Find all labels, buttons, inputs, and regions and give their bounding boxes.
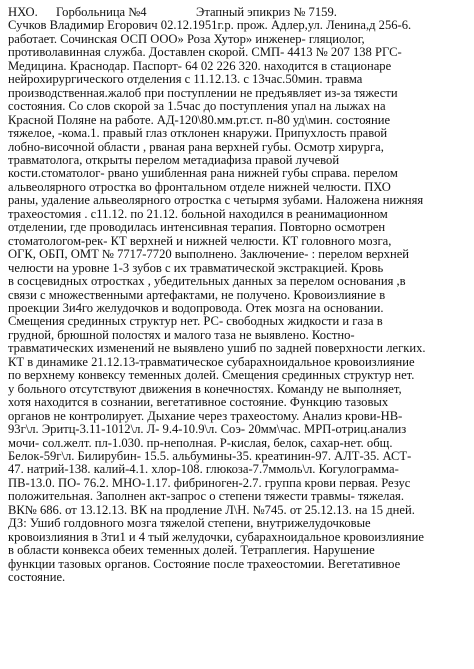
hospital-name: Горбольница №4: [56, 5, 147, 19]
text-line: лобно-височной области , рваная рана верхней губы. Осмотр хирурга,: [8, 139, 384, 154]
text-line: в сосцевидных отростках , убедительных данных за перелом основания ,в: [8, 274, 406, 289]
text-line: травматических изменений не выявлено ушиб по задней поверхности легких.: [8, 341, 426, 356]
text-line: раны, удаление альвеолярного отростка с четырмя зубами. Наложена нижняя: [8, 193, 424, 208]
text-line: состояния. Со слов скорой за 1.5час до поступления упал на лыжах на: [8, 99, 386, 114]
text-line: грудной, брюшной полостях и малого таза не выявлено. Костно-: [8, 327, 355, 342]
text-line: связи с множественными артефактами, не получено. Кровоизлияние в: [8, 287, 386, 302]
text-line: положительная. Заполнен акт-запрос о степени тяжести травмы- тяжелая.: [8, 489, 405, 504]
text-line: тяжелое, -кома.1. правый глаз отклонен кнаружи. Припухлость правой: [8, 126, 388, 141]
text-line: ПВ-13.0. ПО- 76.2. МНО-1.17. фибриноген-2.7. группа крови первая. Резус: [8, 475, 411, 490]
text-line: хотя находится в сознании, вегетативное состояние. Функцию тазовых: [8, 395, 389, 410]
text-line: Медицина. Краснодар. Паспорт- 64 02 226 320. находится в стационаре: [8, 58, 392, 73]
document-title: Этапный эпикриз № 7159.: [196, 5, 337, 19]
text-line: в области конвекса обеих теменных долей. Тетраплегия. Нарушение: [8, 543, 375, 558]
text-line: 47. натрий-138. калий-4.1. хлор-108. глюкоза-7.7ммоль\л. Когулограмма-: [8, 462, 399, 477]
text-line: кости.стоматолог- рвано ушибленная рана нижней губы справа. перелом: [8, 166, 398, 181]
text-line: 93г\л. Эритц-3.11-1012\л. Л- 9.4-10.9\л. Соэ- 20мм\час. МРП-отриц.анализ: [8, 422, 407, 437]
text-line: КТ в динамике 21.12.13-травматическое субарахноидальное кровоизлияние: [8, 354, 415, 369]
text-line: проекции 3и4го желудочков и водопровода. Отек мозга на основании.: [8, 300, 384, 315]
text-line: Белок-59г\л. Билирубин- 15.5. альбумины-35. креатинин-97. АЛТ-35. АСТ-: [8, 448, 412, 463]
text-line: у больного отсутствуют движения в конечностях. Команду не выполняет,: [8, 381, 402, 396]
text-line: Смещения срединных структур нет. РС- свободных жидкости и газа в: [8, 314, 383, 329]
text-line: ДЗ: Ушиб голдовного мозга тяжелой степени, внутрижелудочковые: [8, 516, 371, 531]
text-line: челюсти на уровне 1-3 зубов с их травматической экстракцией. Кровь: [8, 260, 384, 275]
text-line: производственная.жалоб при поступлении не предъявляет из-за тяжести: [8, 85, 398, 100]
text-line: нейрохирургического отделения с 11.12.13. с 13час.50мин. травма: [8, 72, 363, 87]
text-line: стоматологом-рек- КТ верхней и нижней челюсти. КТ головного мозга,: [8, 233, 392, 248]
text-line: состояние.: [8, 570, 66, 585]
text-line: альвеолярного отростка во фронтальном отделе нижней челюсти. ПХО: [8, 179, 391, 194]
text-line: по верхнему конвексу теменных долей. Смещения срединных структур нет.: [8, 368, 415, 383]
text-line: органов не контролирует. Дыхание через трахеостому. Анализ крови-НВ-: [8, 408, 403, 423]
department-label: НХО.: [8, 5, 38, 19]
text-line: противолавинная служба. Доставлен скорой. СМП- 4413 № 207 138 РГС-: [8, 45, 402, 60]
text-line: кровоизлияния в 3ти1 и 4 тый желудочки, субарахноидальное кровоизлияние: [8, 529, 424, 544]
text-line: трахеостомия . с11.12. по 21.12. больной находился в реанимационном: [8, 206, 388, 221]
text-line: ВК№ 686. от 13.12.13. ВК на продление Л\Н. №745. от 25.12.13. на 15 дней.: [8, 502, 415, 517]
document-header: [8, 6, 468, 19]
text-line: ОГК, ОБП, ОМТ № 7717-7720 выполнено. Заключение- : перелом верхней: [8, 247, 410, 262]
text-line: Сучков Владимир Егорович 02.12.1951г.р. прож. Адлер,ул. Ленина,д 256-6.: [8, 18, 412, 33]
document-body: [8, 19, 468, 584]
text-line: отделении, где проводилась интенсивная терапия. Повторно осмотрен: [8, 220, 386, 235]
text-line: травматолога, открыты перелом метадиафиза правой лучевой: [8, 152, 340, 167]
text-line: мочи- сол.желт. пл-1.030. пр-неполная. Р-кислая, белок, сахар-нет. общ.: [8, 435, 393, 450]
text-line: Красной Поляне на работе. АД-120\80.мм.рт.ст. п-80 уд\мин. состояние: [8, 112, 391, 127]
text-line: функции тазовых органов. Состояние после трахеостомии. Вегетативное: [8, 556, 401, 571]
text-line: работает. Сочинская ОСП ООО» Роза Хутор» инженер- гляциолог,: [8, 31, 365, 46]
